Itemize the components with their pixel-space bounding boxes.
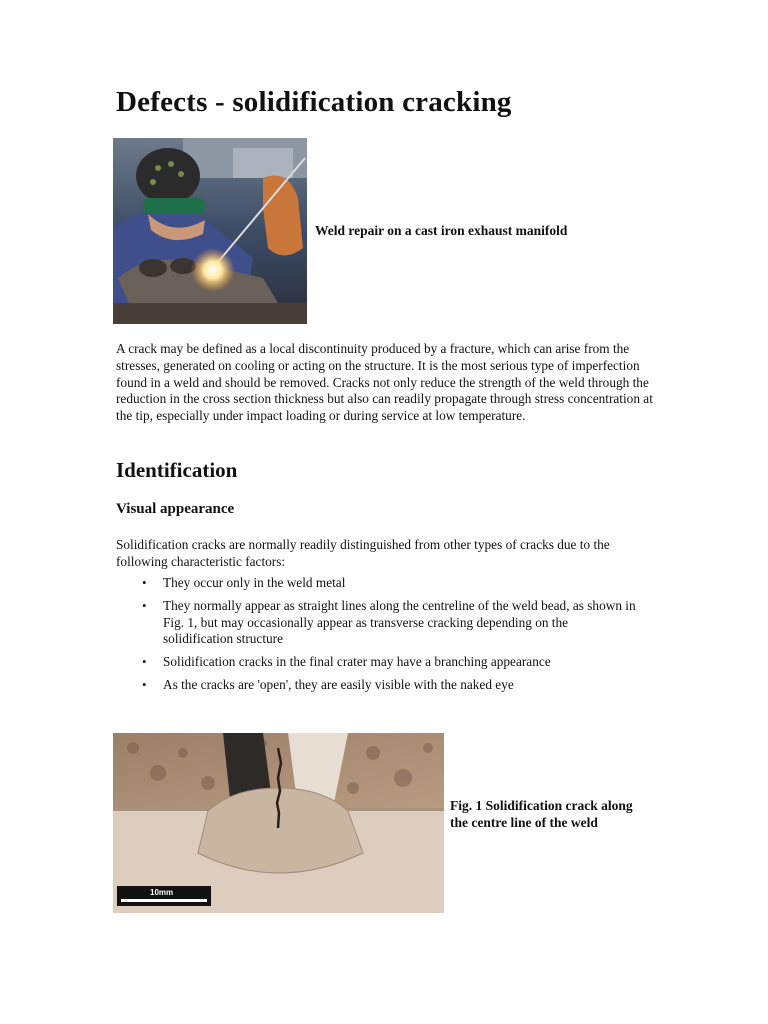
list-item: • Solidification cracks in the final crater may have a branching appearance: [116, 654, 636, 671]
factors-list: [116, 575, 636, 700]
identification-paragraph: Solidification cracks are normally readily distinguished from other types of cracks due to the following characteristic factors:: [116, 537, 610, 569]
page-title: Defects - solidification cracking: [116, 86, 512, 118]
weld-macro-photo: [113, 733, 444, 913]
list-item: • They normally appear as straight lines along the centreline of the weld bead, as shown in Fig. 1, but may occasionally appear as transverse cracking depending on the solidification structure: [116, 598, 636, 648]
welder-illustration: [113, 138, 307, 324]
list-item: • They occur only in the weld metal: [116, 575, 636, 592]
scale-bar-label: 10mm: [150, 888, 174, 897]
intro-paragraph: A crack may be defined as a local discontinuity produced by a fracture, which can arise from the stresses, generated on cooling or acting on the structure. It is the most serious type of imperfection found in a weld and should be removed. Cracks not only reduce the strength of the weld through the reduction in the cross section thickness but also can readily propagate through stress concentration at the tip, especially under impact loading or during service at low temperature.: [116, 341, 653, 424]
visual-appearance-heading: Visual appearance: [116, 501, 235, 517]
figure2-caption: Fig. 1 Solidification crack along the centre line of the weld: [450, 798, 633, 830]
weld-section-illustration: [113, 733, 444, 913]
figure1-caption: Weld repair on a cast iron exhaust manifold: [315, 223, 568, 238]
list-item: • As the cracks are 'open', they are easily visible with the naked eye: [116, 677, 636, 694]
identification-heading: Identification: [116, 458, 238, 482]
welder-photo: [113, 138, 307, 324]
